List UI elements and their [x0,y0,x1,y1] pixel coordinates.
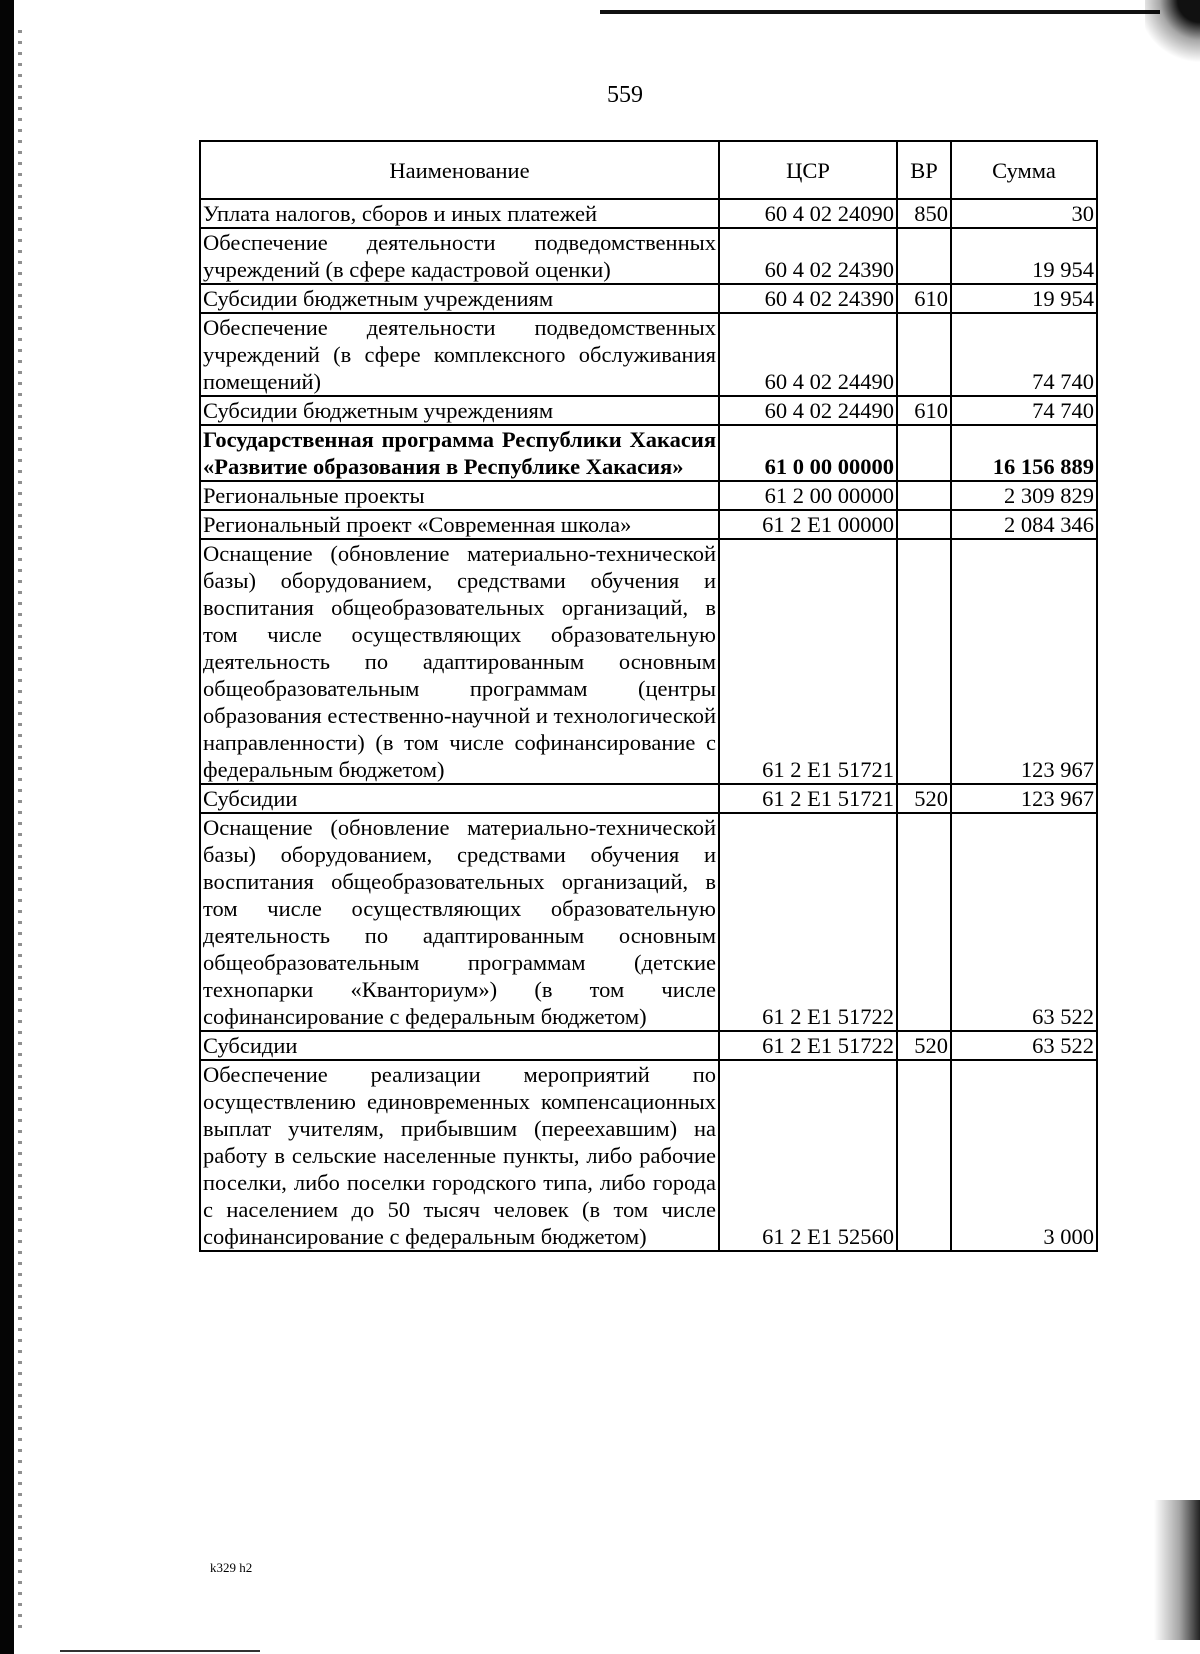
cell-sum: 74 740 [951,396,1097,425]
cell-name: Субсидии бюджетным учреждениям [200,396,719,425]
cell-csr: 61 2 00 00000 [719,481,897,510]
cell-sum: 3 000 [951,1060,1097,1251]
header-csr: ЦСР [719,141,897,199]
cell-name: Государственная программа Республики Хакасия «Развитие образования в Республике Хакасия» [200,425,719,481]
cell-sum: 30 [951,199,1097,228]
cell-name: Субсидии бюджетным учреждениям [200,284,719,313]
cell-csr: 60 4 02 24090 [719,199,897,228]
table-header-row [200,141,1097,199]
cell-name: Оснащение (обновление материально-технической базы) оборудованием, средствами обучения и воспитания общеобразовательных организаций, в том числе осуществляющих образовательную деятельность по адаптированным основным общеобразовательным программам (детские технопарки «Кванториум») (в том числе софинансирование с федеральным бюджетом) [200,813,719,1031]
table-row [200,1031,1097,1060]
cell-sum: 74 740 [951,313,1097,396]
cell-csr: 61 2 E1 51721 [719,784,897,813]
table-row [200,813,1097,1031]
cell-sum: 19 954 [951,284,1097,313]
cell-name: Обеспечение деятельности подведомственных учреждений (в сфере кадастровой оценки) [200,228,719,284]
cell-vr: 850 [897,199,951,228]
cell-sum: 2 084 346 [951,510,1097,539]
cell-vr [897,425,951,481]
cell-csr: 60 4 02 24390 [719,228,897,284]
cell-csr: 61 2 E1 51722 [719,1031,897,1060]
cell-vr: 520 [897,784,951,813]
table-row [200,784,1097,813]
cell-csr: 60 4 02 24490 [719,396,897,425]
cell-name: Субсидии [200,784,719,813]
table-row [200,481,1097,510]
table-row [200,228,1097,284]
scan-noise-left [18,30,22,1630]
cell-vr: 520 [897,1031,951,1060]
cell-vr: 610 [897,284,951,313]
cell-vr [897,228,951,284]
cell-name: Оснащение (обновление материально-технической базы) оборудованием, средствами обучения и воспитания общеобразовательных организаций, в том числе осуществляющих образовательную деятельность по адаптированным основным общеобразовательным программам (центры образования естественно-научной и технологической направленности) (в том числе софинансирование с федеральным бюджетом) [200,539,719,784]
cell-vr [897,510,951,539]
cell-name: Обеспечение деятельности подведомственных учреждений (в сфере комплексного обслуживания помещений) [200,313,719,396]
cell-name: Обеспечение реализации мероприятий по осуществлению единовременных компенсационных выплат учителям, прибывшим (переехавшим) на работу в сельские населенные пункты, либо рабочие поселки, либо поселки городского типа, либо города с населением до 50 тысяч человек (в том числе софинансирование с федеральным бюджетом) [200,1060,719,1251]
table-row [200,1060,1097,1251]
scan-edge-bottom [60,1650,260,1652]
cell-vr [897,481,951,510]
table-row [200,425,1097,481]
cell-vr [897,539,951,784]
cell-csr: 60 4 02 24390 [719,284,897,313]
scan-edge-top [600,10,1160,14]
cell-csr: 61 0 00 00000 [719,425,897,481]
cell-sum: 63 522 [951,813,1097,1031]
cell-vr [897,1060,951,1251]
table-row [200,313,1097,396]
header-name: Наименование [200,141,719,199]
cell-sum: 63 522 [951,1031,1097,1060]
cell-sum: 2 309 829 [951,481,1097,510]
cell-name: Региональный проект «Современная школа» [200,510,719,539]
cell-name: Субсидии [200,1031,719,1060]
cell-vr [897,813,951,1031]
budget-table [199,140,1098,1252]
cell-csr: 60 4 02 24490 [719,313,897,396]
cell-csr: 61 2 E1 52560 [719,1060,897,1251]
header-sum: Сумма [951,141,1097,199]
cell-vr [897,313,951,396]
cell-name: Уплата налогов, сборов и иных платежей [200,199,719,228]
cell-sum: 123 967 [951,539,1097,784]
cell-csr: 61 2 E1 51722 [719,813,897,1031]
table-body [200,199,1097,1251]
table-row [200,284,1097,313]
cell-csr: 61 2 E1 00000 [719,510,897,539]
scan-shadow-bottom-right [1154,1500,1200,1640]
footer-code: k329 h2 [210,1560,253,1575]
table-row [200,510,1097,539]
page-number: 559 [607,82,643,108]
table-row [200,539,1097,784]
cell-name: Региональные проекты [200,481,719,510]
scan-shadow-top-right [1145,0,1200,70]
cell-sum: 19 954 [951,228,1097,284]
cell-csr: 61 2 E1 51721 [719,539,897,784]
page-number-container [0,82,1200,109]
cell-sum: 123 967 [951,784,1097,813]
table-row [200,396,1097,425]
table-row [200,199,1097,228]
cell-sum: 16 156 889 [951,425,1097,481]
header-vr: ВР [897,141,951,199]
scan-edge-left [0,0,14,1654]
cell-vr: 610 [897,396,951,425]
